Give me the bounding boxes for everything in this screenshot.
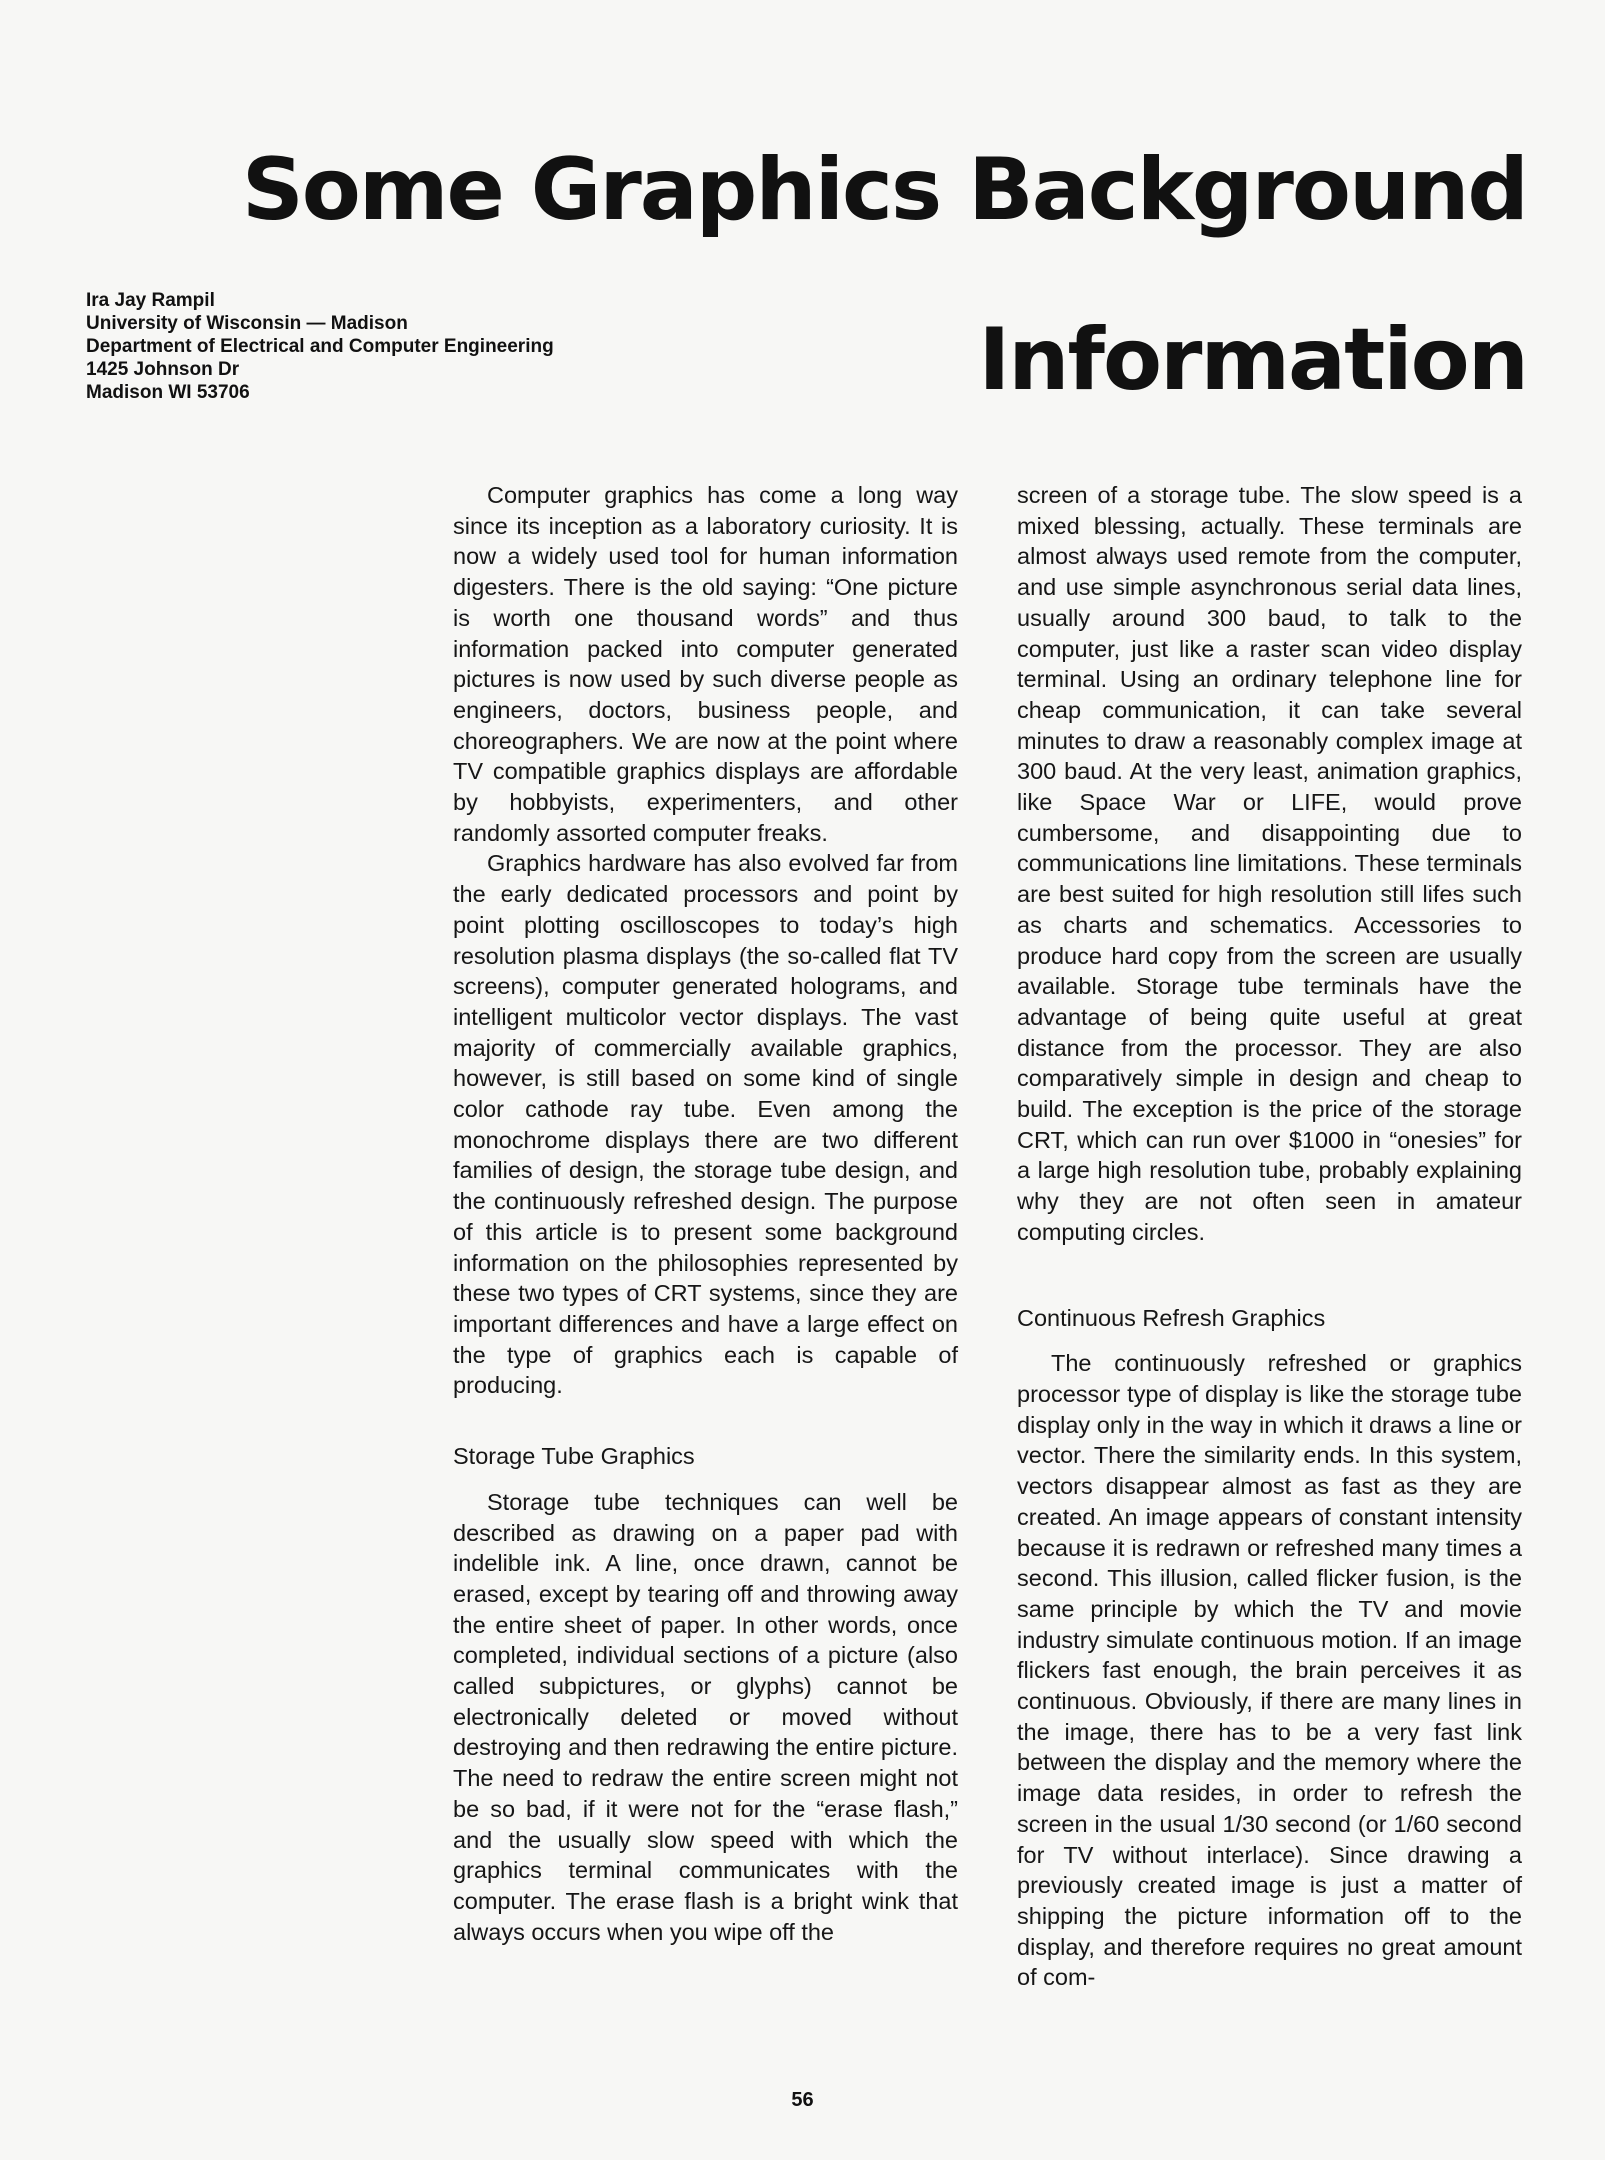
- page-number: 56: [791, 2089, 814, 2111]
- author-department: Department of Electrical and Computer Engineering: [86, 336, 554, 357]
- author-affiliation: University of Wisconsin — Madison: [86, 313, 408, 334]
- storage-paragraph-1-continued: screen of a storage tube. The slow speed is a mixed blessing, actually. These terminals are almost always used remote from the computer, and use simple asynchronous serial data lines, usually around 300 baud, to talk to the computer, just like a raster scan video display terminal. Using an ordinary telephone line for cheap communication, it can take several minutes to draw a reasonably complex image at 300 baud. At the very least, animation graphics, like Space War or LIFE, would prove cumbersome, and disappointing due to communications line limitations. These terminals are best suited for high resolution still lifes such as charts and schematics. Accessories to produce hard copy from the screen are usually available. Storage tube terminals have the advantage of being quite useful at great distance from the processor. They are also comparatively simple in design and cheap to build. The exception is the price of the storage CRT, which can run over $1000 in “onesies” for a large high resolution tube, probably explaining why they are not often seen in amateur computing circles.: [1017, 482, 1522, 1245]
- author-street: 1425 Johnson Dr: [86, 359, 240, 380]
- section-heading-continuous-refresh: Continuous Refresh Graphics: [1017, 1304, 1326, 1331]
- section-heading-storage-tube: Storage Tube Graphics: [453, 1443, 695, 1470]
- author-name: Ira Jay Rampil: [86, 290, 215, 311]
- article-title-line-2: Information: [978, 310, 1527, 410]
- author-city: Madison WI 53706: [86, 382, 250, 403]
- intro-paragraph-1: Computer graphics has come a long way since its inception as a laboratory curiosity. It is now a widely used tool for human information digesters. There is the old saying: “One picture is worth one thousand words” and thus information packed into computer generated pictures is now used by such diverse people as engineers, doctors, business people, and choreographers. We are now at the point where TV compatible graphics displays are affordable by hobbyists, experimenters, and other randomly assorted computer freaks.: [453, 482, 958, 846]
- article-title-line-1: Some Graphics Background: [241, 140, 1527, 240]
- intro-paragraph-2: Graphics hardware has also evolved far from the early dedicated processors and point by point plotting oscilloscopes to today’s high resolution plasma displays (the so-called flat TV screens), computer generated holograms, and intelligent multicolor vector displays. The vast majority of commercially available graphics, however, is still based on some kind of single color cathode ray tube. Even among the monochrome displays there are two different families of design, the storage tube design, and the continuously refreshed design. The purpose of this article is to present some background information on the philosophies represented by these two types of CRT systems, since they are important differences and have a large effect on the type of graphics each is capable of producing.: [453, 850, 958, 1399]
- text-column-left: [453, 480, 958, 1947]
- author-block: [86, 289, 726, 404]
- text-column-right: [1017, 480, 1522, 1993]
- storage-paragraph-1: Storage tube techniques can well be described as drawing on a paper pad with indelible ink. A line, once drawn, cannot be erased, except by tearing off and throwing away the entire sheet of paper. In other words, once completed, individual sections of a picture (also called subpictures, or glyphs) cannot be electronically deleted or moved without destroying and then redrawing the entire picture. The need to redraw the entire screen might not be so bad, if it were not for the “erase flash,” and the usually slow speed with which the graphics terminal communicates with the computer. The erase flash is a bright wink that always occurs when you wipe off the: [453, 1488, 958, 1945]
- continuous-paragraph-1: The continuously refreshed or graphics processor type of display is like the storage tube display only in the way in which it draws a line or vector. There the similarity ends. In this system, vectors disappear almost as fast as they are created. An image appears of constant intensity because it is redrawn or refreshed many times a second. This illusion, called flicker fusion, is the same principle by which the TV and movie industry simulate continuous motion. If an image flickers fast enough, the brain perceives it as continuous. Obviously, if there are many lines in the image, there has to be a very fast link between the display and the memory where the image data resides, in order to refresh the screen in the usual 1/30 second (or 1/60 second for TV without interlace). Since drawing a previously created image is just a matter of shipping the picture information off to the display, and therefore requires no great amount of com-: [1017, 1350, 1522, 1991]
